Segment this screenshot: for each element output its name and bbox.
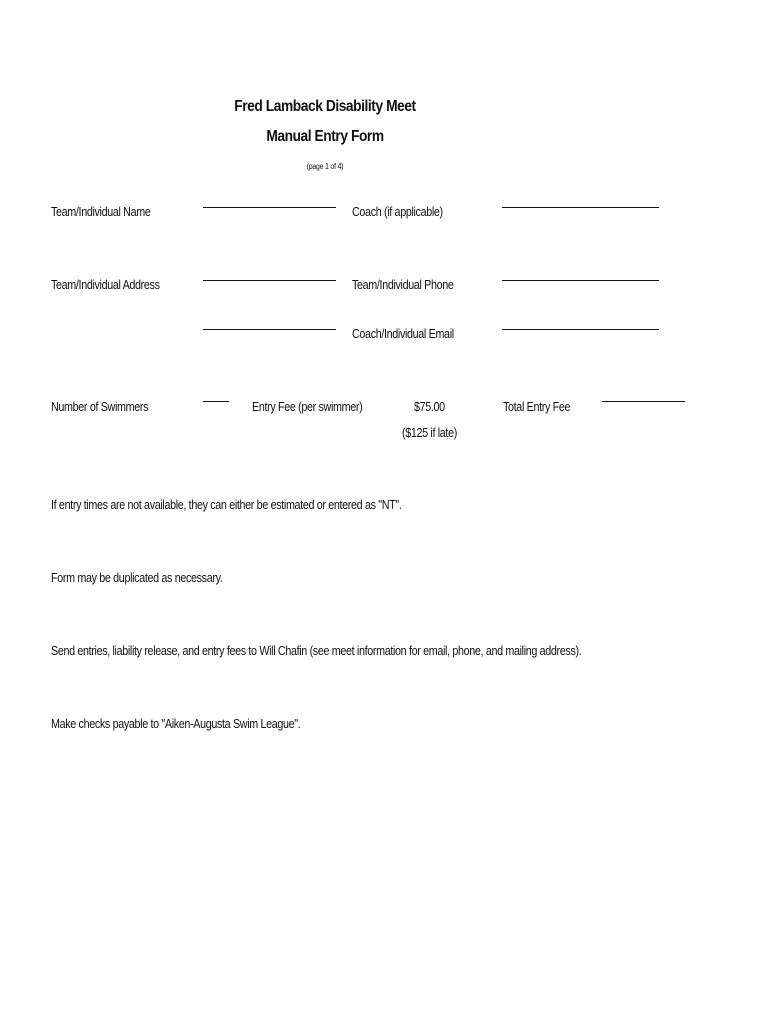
coach-field[interactable]	[502, 207, 659, 208]
team-name-label: Team/Individual Name	[51, 205, 151, 219]
coach-email-label: Coach/Individual Email	[352, 327, 454, 341]
entry-fee-label: Entry Fee (per swimmer)	[252, 400, 363, 414]
team-address-field-line2[interactable]	[203, 329, 336, 330]
num-swimmers-field[interactable]	[203, 401, 229, 402]
fee-late: ($125 if late)	[402, 426, 457, 440]
total-fee-label: Total Entry Fee	[503, 400, 571, 414]
team-name-field[interactable]	[203, 207, 336, 208]
team-address-field[interactable]	[203, 280, 336, 281]
coach-label: Coach (if applicable)	[352, 205, 443, 219]
fee-amount: $75.00	[414, 400, 445, 414]
form-title: Fred Lamback Disability Meet	[234, 98, 416, 115]
checks-payable-note: Make checks payable to "Aiken-Augusta Swim League".	[51, 717, 301, 731]
team-address-label: Team/Individual Address	[51, 278, 160, 292]
entry-times-note: If entry times are not available, they can either be estimated or entered as "NT".	[51, 498, 402, 512]
duplicate-note: Form may be duplicated as necessary.	[51, 571, 223, 585]
total-fee-field[interactable]	[602, 401, 685, 402]
form-subtitle: Manual Entry Form	[266, 128, 384, 145]
num-swimmers-label: Number of Swimmers	[51, 400, 149, 414]
team-phone-label: Team/Individual Phone	[352, 278, 454, 292]
coach-email-field[interactable]	[502, 329, 659, 330]
send-entries-note: Send entries, liability release, and entry fees to Will Chafin (see meet information for email, phone, and mailing address).	[51, 644, 582, 658]
team-phone-field[interactable]	[502, 280, 659, 281]
page-number-note: (page 1 of 4)	[306, 162, 344, 171]
